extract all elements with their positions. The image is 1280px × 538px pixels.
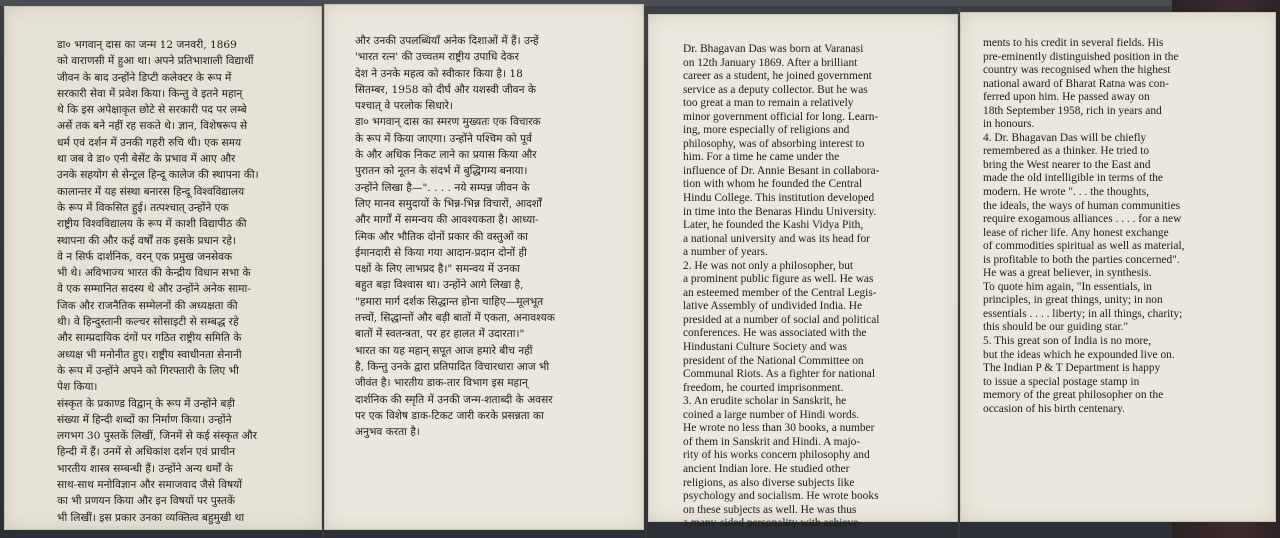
text-line: जीवंत है। भारतीय डाक-तार विभाग इस महान् (355, 377, 528, 390)
text-line: on these subjects as well. He was thus (683, 503, 857, 516)
text-line: The Indian P & T Department is happy (983, 362, 1161, 375)
text-line: made the old intelligible in terms of the (983, 172, 1163, 185)
text-line: require exogamous alliances . . . . for a new (983, 213, 1182, 226)
fold-line (958, 0, 960, 538)
text-line: जीवन के बाद उन्होंने डिप्टी कलेक्टर के रूप में (57, 71, 232, 84)
text-line: on 12th January 1869. After a brilliant (683, 56, 858, 69)
text-line: हिन्दी में हैं। उनमें से अधिकांश दर्शन एवं प्राचीन (57, 446, 236, 459)
text-line: principles, in great things, unity; in non (983, 294, 1163, 307)
text-line: अनुभव करता है। (355, 426, 420, 439)
text-line: tion with whom he founded the Central (683, 178, 863, 191)
text-line: सितम्बर, 1958 को दीर्घ और यशस्वी जीवन के (355, 83, 536, 96)
text-line: is profitable to both the parties concerned". (983, 253, 1180, 266)
text-line: lative Assembly of undivided India. He (683, 300, 863, 313)
text-line: minor government official for long. Learn- (683, 110, 879, 123)
text-line: भी थे। अविभाज्य भारत की केन्द्रीय विधान सभा के (57, 267, 251, 280)
text-line: भी लिखीं। इस प्रकार उनका व्यक्तित्व बहुमुखी था (57, 511, 245, 524)
hindi-page-1 (4, 6, 322, 530)
text-line: career as a student, he joined government (683, 70, 872, 83)
text-line: को वाराणसी में हुआ था। अपने प्रतिभाशाली विद्यार्थी (57, 55, 254, 68)
text-line: ments to his credit in several fields. His (983, 37, 1164, 49)
text-line: ferred upon him. He passed away on (983, 91, 1150, 104)
text-line: 18th September 1958, rich in years and (983, 104, 1162, 117)
text-line: influence of Dr. Annie Besant in collabora- (683, 164, 880, 177)
text-line: डा० भगवान् दास का स्मरण मुख्यतः एक विचारक (355, 116, 541, 129)
text-line: देश ने उनके महत्व को स्वीकार किया है। 18 (355, 67, 523, 80)
text-line: 'भारत रत्न' की उच्चतम राष्ट्रीय उपाधि देकर (355, 51, 519, 64)
text-line: modern. He wrote ". . . the thoughts, (983, 186, 1149, 199)
english-text-column-1 (683, 43, 929, 531)
text-line: president of the National Committee on (683, 354, 864, 367)
text-line: संस्कृत के प्रकाण्ड विद्वान् के रूप में उन्होंने बड़ी (57, 397, 235, 410)
text-line: this should be our guiding star." (983, 321, 1129, 334)
text-line: कालान्तर में यह संस्था बनारस हिन्दू विश्वविद्यालय (57, 185, 245, 198)
text-line: Communal Riots. As a fighter for national (683, 368, 876, 381)
text-line: "हमारा मार्ग दर्शक सिद्धान्त होना चाहिए—मूलभूत (355, 295, 544, 308)
text-line: था जब वे डा० एनी बेसेंट के प्रभाव में आए और (57, 153, 236, 166)
text-line: पर एक विशेष डाक-टिकट जारी करके प्रसन्नता का (355, 409, 544, 422)
text-line: ancient Indian lore. He studied other (683, 462, 850, 475)
text-line: a many-sided personality with achieve- (683, 517, 863, 530)
text-line: अध्यक्ष भी मनोनीत हुए। राष्ट्रीय स्वाधीनता सेनानी (57, 348, 242, 361)
text-line: remembered as a thinker. He tried to (983, 145, 1150, 158)
english-text-column-2 (983, 37, 1243, 416)
text-line: सरकारी सेवा में प्रवेश किया। किन्तु वे इतने महान् (57, 87, 243, 100)
text-line: religions, as also diverse subjects like (683, 476, 855, 489)
text-line: ing, more especially of religions and (683, 124, 850, 137)
text-line: rity of his works concern philosophy and (683, 449, 870, 462)
text-line: conferences. He was associated with the (683, 327, 867, 340)
text-line: पेश किया। (57, 381, 98, 394)
text-line: भारतीय शास्त्र सम्बन्धी हैं। उन्होंने अन्य धर्मों के (57, 462, 233, 475)
text-line: in time into the Benaras Hindu University. (683, 205, 877, 218)
text-line: त्मिक और भौतिक दोनों प्रकार की वस्तुओं का (355, 230, 528, 243)
english-page-2 (960, 12, 1276, 522)
text-line: के और अधिक निकट लाने का प्रयास किया और (355, 149, 537, 162)
text-line: अर्से तक बने नहीं रह सकते थे। ज्ञान, विशेषरूप से (57, 120, 248, 133)
text-line: philosophy, was of absorbing interest to (683, 137, 865, 150)
text-line: भारत का यह महान् सपूत आज हमारे बीच नहीं (355, 344, 533, 357)
text-line: in honours. (983, 118, 1035, 131)
text-line: coined a large number of Hindi words. (683, 408, 859, 421)
text-line: लगभग 30 पुस्तकें लिखीं, जिनमें से कई संस्कृत और (57, 430, 257, 443)
text-line: साथ-साथ मनोविज्ञान और समाजवाद जैसे विषयों (57, 479, 242, 492)
text-line: का भी प्रणयन किया और इन विषयों पर पुस्तकें (57, 495, 236, 508)
text-line: 2. He was not only a philosopher, but (683, 259, 854, 272)
text-line: psychology and socialism. He wrote books (683, 490, 879, 503)
text-line: उन्होंने लिखा है—". . . . नये सम्पन्न जीवन के (355, 181, 530, 194)
text-line: बहुत बड़ा विश्वास था। उन्होंने आगे लिखा है, (355, 279, 524, 292)
text-line: a number of years. (683, 246, 768, 259)
text-line: 3. An erudite scholar in Sanskrit, he (683, 395, 847, 408)
text-line: दार्शनिक की स्मृति में उनकी जन्म-शताब्दी के अवसर (355, 393, 553, 406)
text-line: Hindu College. This institution developed (683, 192, 875, 205)
fold-line (322, 0, 324, 538)
text-line: To quote him again, "In essentials, in (983, 280, 1152, 293)
text-line: और मार्गों में समन्वय की आवश्यकता है। आध्या- (355, 214, 539, 227)
text-line: He was a great believer, in synthesis. (983, 267, 1152, 280)
text-line: essentials . . . . liberty; in all things, charity; (983, 307, 1183, 320)
text-line: जिक और राजनैतिक सम्मेलनों की अध्यक्षता की (57, 299, 238, 312)
text-line: 5. This great son of India is no more, (983, 335, 1152, 348)
text-line: 4. Dr. Bhagavan Das will be chiefly (983, 131, 1147, 144)
text-line: वे एक सम्मानित सदस्य थे और उन्होंने अनेक सामा- (57, 283, 251, 296)
text-line: है, किन्तु उनके द्वारा प्रतिपादित विचारधारा आज भी (355, 360, 550, 373)
text-line: presided at a number of social and political (683, 313, 880, 326)
text-line: के रूप में विकसित हुई। तत्पश्चात् उन्होंने एक (57, 201, 229, 214)
text-line: पश्चात् वे परलोक सिधारे। (355, 100, 453, 113)
text-line: but the ideas which he expounded live on. (983, 348, 1175, 361)
english-page-1 (648, 14, 958, 530)
text-line: उनके सहयोग से सेन्ट्रल हिन्दू कालेज की स्थापना की। (57, 169, 259, 182)
hindi-page-2 (324, 4, 644, 530)
text-line: him. For a time he came under the (683, 151, 840, 164)
text-line: the ideals, the ways of human communities (983, 199, 1181, 212)
text-line: के रूप में किया जाएगा। उन्होंने पश्चिम को पूर्व (355, 132, 532, 145)
text-line: country was recognised when the highest (983, 64, 1171, 77)
text-line: वे न सिर्फ दार्शनिक, वरन् एक प्रमुख जनसेवक (57, 250, 233, 263)
hindi-text-column-1 (57, 37, 313, 526)
text-line: और उनकी उपलब्धियाँ अनेक दिशाओं में हैं। उन्हें (355, 35, 539, 47)
text-line: पक्षों के लिए लाभप्रद है।" समन्वय में उनका (355, 263, 520, 276)
text-line: थी। वे हिन्दुस्तानी कल्चर सोसाइटी से सम्बद्ध रहे (57, 316, 239, 329)
hindi-text-column-2 (355, 33, 617, 440)
text-line: बातों में स्वतन्त्रता, पर हर हालत में उदारता।" (355, 328, 525, 341)
text-line: of them in Sanskrit and Hindi. A majo- (683, 435, 861, 448)
text-line: तत्त्वों, सिद्धान्तों और बड़ी बातों में एकता, अनावश्यक (355, 312, 555, 325)
text-line: डा० भगवान् दास का जन्म 12 जनवरी, 1869 (57, 39, 237, 51)
text-line: national award of Bharat Ratna was con- (983, 77, 1169, 90)
text-line: लिए मानव समुदायों के भिन्न-भिन्न विचारों, आदर्शों (355, 197, 542, 210)
text-line: Hindustani Culture Society and was (683, 341, 847, 354)
text-line: राष्ट्रीय विश्वविद्यालय के रूप में काशी विद्यापीठ की (57, 218, 247, 231)
text-line: के रूप में उन्होंने अपने को गिरफ्तारी के लिए भी (57, 364, 239, 377)
text-line: स्थापना की और कई वर्षों तक इसके प्रधान रहे। (57, 234, 236, 247)
text-line: a national university and was its head for (683, 232, 870, 245)
text-line: ईमानदारी से किया गया आदान-प्रदान दोनों ही (355, 246, 527, 259)
text-line: of commodities spiritual as well as material, (983, 240, 1185, 253)
text-line: to issue a special postage stamp in (983, 375, 1140, 388)
text-line: bring the West nearer to the East and (983, 158, 1151, 171)
text-line: pre-eminently distinguished position in the (983, 50, 1179, 63)
text-line: Dr. Bhagavan Das was born at Varanasi (683, 43, 864, 55)
text-line: पुरातन को नूतन के संदर्भ में बुद्धिगम्य बनाया। (355, 165, 528, 178)
fold-line (645, 0, 647, 538)
text-line: थे कि इस अपेक्षाकृत छोटे से सरकारी पद पर लम्बे (57, 104, 247, 117)
text-line: lease of richer life. Any honest exchange (983, 226, 1169, 239)
text-line: a prominent public figure as well. He was (683, 273, 874, 286)
text-line: He wrote no less than 30 books, a number (683, 422, 875, 435)
text-line: संख्या में हिन्दी शब्दों का निर्माण किया। उन्होंने (57, 413, 232, 426)
text-line: service as a deputy collector. But he was (683, 83, 868, 96)
text-line: an esteemed member of the Central Legis- (683, 286, 877, 299)
text-line: occasion of his birth centenary. (983, 402, 1125, 415)
text-line: और साम्प्रदायिक दंगों पर गठित राष्ट्रीय समिति के (57, 332, 242, 345)
text-line: freedom, he courted imprisonment. (683, 381, 844, 394)
text-line: memory of the great philosopher on the (983, 389, 1164, 402)
text-line: धर्म एवं दर्शन में उनकी गहरी रुचि थी। एक समय (57, 136, 242, 149)
text-line: Later, he founded the Kashi Vidya Pith, (683, 219, 864, 232)
text-line: too great a man to remain a relatively (683, 97, 854, 110)
